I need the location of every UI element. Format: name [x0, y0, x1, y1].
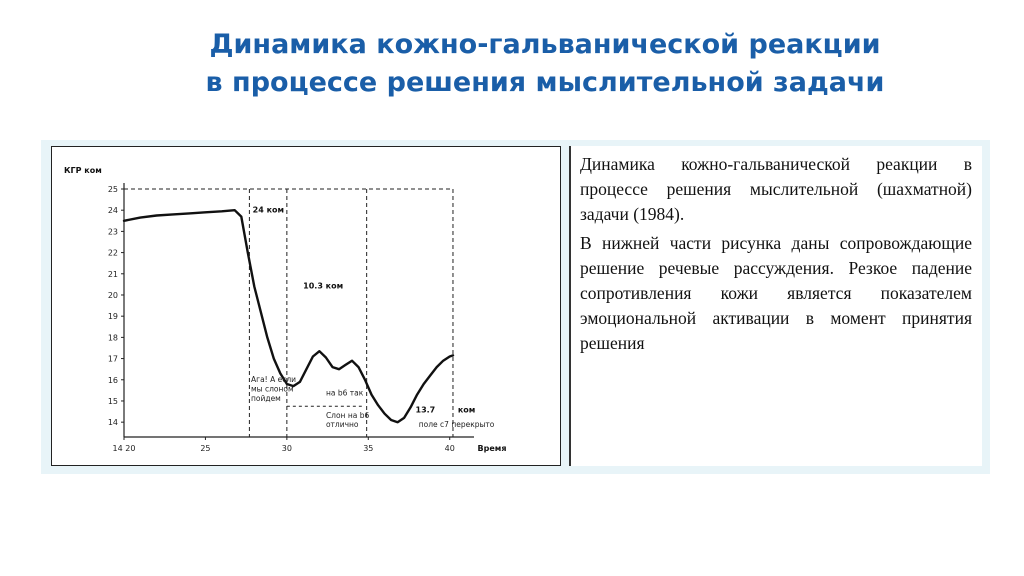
annotation-label: на b6 так — [325, 388, 364, 398]
description-paragraph-2: В нижней части рисунка даны сопровождающие решение речевые рассуждения. Резкое падение сопротивления кожи является показателем эмоциональной активации в момент принятия решения — [580, 233, 972, 353]
y-tick-label: 16 — [107, 375, 118, 385]
annotation-label: 10.3 ком — [303, 281, 344, 291]
annotation-label: поле с7 перекрыто — [418, 419, 495, 429]
y-tick-label: 17 — [107, 354, 118, 364]
y-tick-label: 23 — [107, 227, 118, 237]
y-tick-label: 20 — [107, 290, 118, 300]
kgr-chart — [52, 147, 560, 465]
annotation-label: отлично — [325, 419, 359, 429]
y-tick-label: 14 — [107, 418, 118, 428]
annotation-label: мы слоном — [251, 384, 294, 394]
description-panel — [569, 146, 982, 466]
y-axis-label: КГР ком — [64, 166, 102, 175]
chart-panel — [51, 146, 561, 466]
figure — [41, 140, 990, 474]
description-paragraph-1: Динамика кожно-гальванической реакции в процессе решения мыслительной (шахматной) задачи (1984). — [580, 154, 972, 224]
y-tick-label: 24 — [107, 206, 118, 216]
annotation-label: 24 ком — [252, 205, 285, 215]
slide-title-line-2: в процессе решения мыслительной задачи — [205, 67, 885, 98]
y-tick-label: 25 — [107, 185, 118, 194]
x-axis-label: Время — [477, 444, 507, 453]
slide-title — [120, 26, 970, 102]
x-tick-label: 14 20 — [112, 444, 136, 453]
annotation-label: Слон на b6 — [325, 410, 370, 420]
y-tick-label: 22 — [107, 248, 118, 258]
y-tick-label: 15 — [107, 396, 118, 406]
annotation-label: Ага! А если — [251, 374, 297, 384]
y-tick-label: 21 — [107, 269, 118, 279]
annotation-label: ком — [457, 405, 476, 415]
x-tick-label: 30 — [281, 444, 292, 453]
slide-title-line-1: Динамика кожно-гальванической реакции — [209, 29, 881, 60]
y-tick-label: 19 — [107, 312, 118, 322]
x-tick-label: 40 — [444, 444, 455, 453]
annotation-label: 13.7 — [415, 405, 436, 415]
x-tick-label: 25 — [200, 444, 211, 453]
annotation-label: пойдем — [251, 393, 281, 403]
y-tick-label: 18 — [107, 333, 118, 343]
x-tick-label: 35 — [363, 444, 374, 453]
